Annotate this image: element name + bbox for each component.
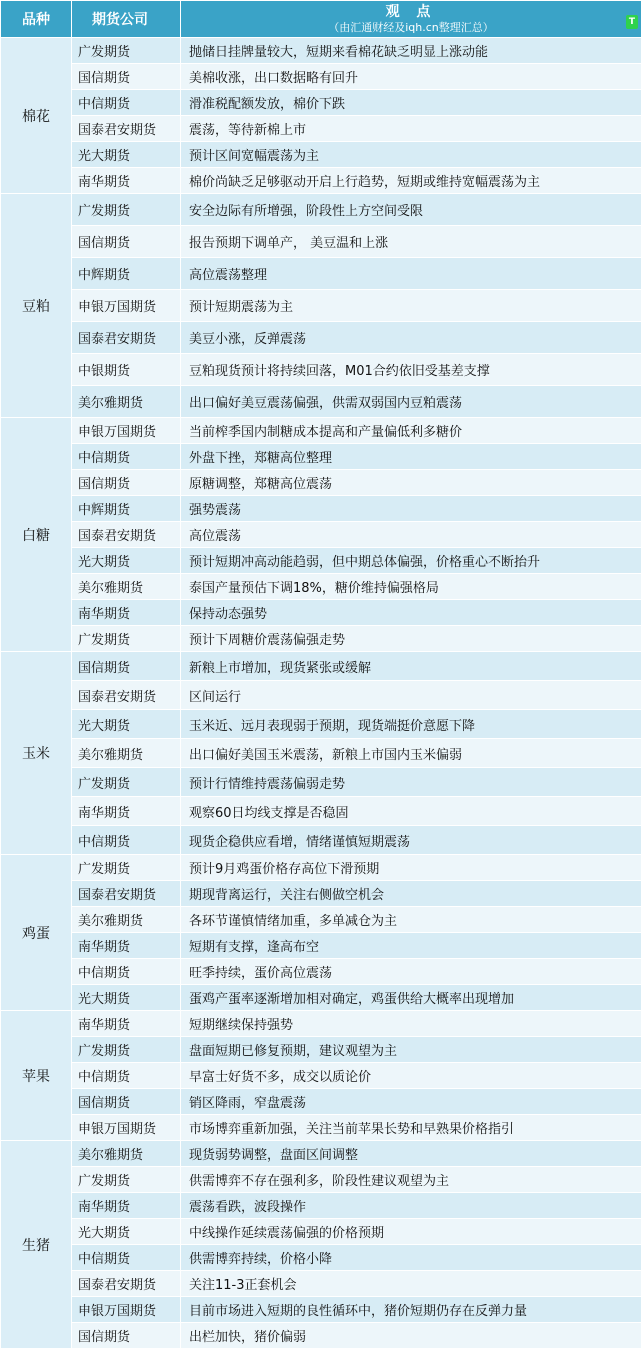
corner-badge-icon: T <box>626 15 638 29</box>
table-row <box>1 522 641 548</box>
company-cell: 申银万国期货 <box>72 290 181 322</box>
variety-cell: 生猪 <box>1 1141 72 1348</box>
view-cell: 关注11-3正套机会 <box>181 1271 641 1297</box>
table-row <box>1 855 641 881</box>
table-row <box>1 418 641 444</box>
table-row <box>1 226 641 258</box>
view-cell: 蛋鸡产蛋率逐渐增加相对确定，鸡蛋供给大概率出现增加 <box>181 985 641 1011</box>
company-cell: 国泰君安期货 <box>72 322 181 354</box>
header-view-source: （由汇通财经及iqh.cn整理汇总） <box>328 21 494 34</box>
table-row <box>1 444 641 470</box>
table-header-row <box>1 1 641 38</box>
view-cell: 预计短期震荡为主 <box>181 290 641 322</box>
view-cell: 泰国产量预估下调18%，糖价维持偏强格局 <box>181 574 641 600</box>
table-row <box>1 1141 641 1167</box>
table-row <box>1 386 641 418</box>
table-row <box>1 548 641 574</box>
company-cell: 中银期货 <box>72 354 181 386</box>
table-row <box>1 1089 641 1115</box>
table-row <box>1 600 641 626</box>
company-cell: 南华期货 <box>72 933 181 959</box>
company-cell: 光大期货 <box>72 142 181 168</box>
company-cell: 中辉期货 <box>72 496 181 522</box>
table-row <box>1 258 641 290</box>
company-cell: 美尔雅期货 <box>72 574 181 600</box>
table-body <box>1 38 641 1348</box>
company-cell: 中信期货 <box>72 959 181 985</box>
view-cell: 美豆小涨，反弹震荡 <box>181 322 641 354</box>
variety-cell: 鸡蛋 <box>1 855 72 1011</box>
view-cell: 强势震荡 <box>181 496 641 522</box>
table-row <box>1 496 641 522</box>
view-cell: 震荡看跌，波段操作 <box>181 1193 641 1219</box>
table-row <box>1 1011 641 1037</box>
view-cell: 中线操作延续震荡偏强的价格预期 <box>181 1219 641 1245</box>
company-cell: 中信期货 <box>72 1063 181 1089</box>
header-company: 期货公司 <box>72 1 181 38</box>
table-row <box>1 1167 641 1193</box>
company-cell: 国泰君安期货 <box>72 522 181 548</box>
table-row <box>1 1063 641 1089</box>
view-cell: 短期继续保持强势 <box>181 1011 641 1037</box>
company-cell: 广发期货 <box>72 626 181 652</box>
table-row <box>1 322 641 354</box>
company-cell: 申银万国期货 <box>72 1297 181 1323</box>
company-cell: 南华期货 <box>72 1193 181 1219</box>
company-cell: 南华期货 <box>72 600 181 626</box>
table-row <box>1 116 641 142</box>
company-cell: 南华期货 <box>72 797 181 826</box>
header-view <box>181 1 641 38</box>
view-cell: 目前市场进入短期的良性循环中，猪价短期仍存在反弹力量 <box>181 1297 641 1323</box>
view-cell: 旺季持续，蛋价高位震荡 <box>181 959 641 985</box>
table-row <box>1 1271 641 1297</box>
variety-cell: 豆粕 <box>1 194 72 418</box>
view-cell: 出口偏好美国玉米震荡，新粮上市国内玉米偏弱 <box>181 739 641 768</box>
company-cell: 美尔雅期货 <box>72 1141 181 1167</box>
company-cell: 广发期货 <box>72 1037 181 1063</box>
table-row <box>1 194 641 226</box>
table-row <box>1 1193 641 1219</box>
table-row <box>1 959 641 985</box>
view-cell: 棉价尚缺乏足够驱动开启上行趋势，短期或维持宽幅震荡为主 <box>181 168 641 194</box>
table-row <box>1 1115 641 1141</box>
view-cell: 区间运行 <box>181 681 641 710</box>
table-row <box>1 710 641 739</box>
view-cell: 短期有支撑，逢高布空 <box>181 933 641 959</box>
variety-cell: 棉花 <box>1 38 72 194</box>
view-cell: 报告预期下调单产， 美豆温和上涨 <box>181 226 641 258</box>
table-row <box>1 168 641 194</box>
company-cell: 中信期货 <box>72 826 181 855</box>
company-cell: 国信期货 <box>72 470 181 496</box>
view-cell: 预计9月鸡蛋价格存高位下滑预期 <box>181 855 641 881</box>
company-cell: 美尔雅期货 <box>72 907 181 933</box>
table-row <box>1 470 641 496</box>
company-cell: 中信期货 <box>72 90 181 116</box>
company-cell: 南华期货 <box>72 168 181 194</box>
view-cell: 高位震荡整理 <box>181 258 641 290</box>
view-cell: 震荡，等待新棉上市 <box>181 116 641 142</box>
company-cell: 广发期货 <box>72 768 181 797</box>
table-row <box>1 290 641 322</box>
table-row <box>1 826 641 855</box>
table-row <box>1 985 641 1011</box>
company-cell: 申银万国期货 <box>72 1115 181 1141</box>
view-cell: 玉米近、远月表现弱于预期，现货端挺价意愿下降 <box>181 710 641 739</box>
company-cell: 国信期货 <box>72 1323 181 1348</box>
table-row <box>1 881 641 907</box>
company-cell: 国信期货 <box>72 1089 181 1115</box>
company-cell: 广发期货 <box>72 1167 181 1193</box>
view-cell: 销区降雨，窄盘震荡 <box>181 1089 641 1115</box>
view-cell: 早富士好货不多，成交以质论价 <box>181 1063 641 1089</box>
view-cell: 滑准税配额发放，棉价下跌 <box>181 90 641 116</box>
table-row <box>1 1297 641 1323</box>
view-cell: 保持动态强势 <box>181 600 641 626</box>
table-row <box>1 626 641 652</box>
table-row <box>1 38 641 64</box>
view-cell: 盘面短期已修复预期，建议观望为主 <box>181 1037 641 1063</box>
view-cell: 现货企稳供应看增，情绪谨慎短期震荡 <box>181 826 641 855</box>
table-row <box>1 907 641 933</box>
company-cell: 国信期货 <box>72 226 181 258</box>
variety-cell: 玉米 <box>1 652 72 855</box>
company-cell: 光大期货 <box>72 985 181 1011</box>
view-cell: 出栏加快，猪价偏弱 <box>181 1323 641 1348</box>
company-cell: 中辉期货 <box>72 258 181 290</box>
company-cell: 南华期货 <box>72 1011 181 1037</box>
company-cell: 光大期货 <box>72 710 181 739</box>
company-cell: 中信期货 <box>72 1245 181 1271</box>
table-row <box>1 652 641 681</box>
company-cell: 国信期货 <box>72 652 181 681</box>
company-cell: 国信期货 <box>72 64 181 90</box>
view-cell: 外盘下挫，郑糖高位整理 <box>181 444 641 470</box>
table-row <box>1 1323 641 1348</box>
view-cell: 预计行情维持震荡偏弱走势 <box>181 768 641 797</box>
company-cell: 中信期货 <box>72 444 181 470</box>
view-cell: 现货弱势调整，盘面区间调整 <box>181 1141 641 1167</box>
table-row <box>1 90 641 116</box>
company-cell: 光大期货 <box>72 1219 181 1245</box>
view-cell: 市场博弈重新加强，关注当前苹果长势和早熟果价格指引 <box>181 1115 641 1141</box>
view-cell: 原糖调整，郑糖高位震荡 <box>181 470 641 496</box>
table-row <box>1 142 641 168</box>
view-cell: 安全边际有所增强，阶段性上方空间受限 <box>181 194 641 226</box>
table-row <box>1 681 641 710</box>
header-variety: 品种 <box>1 1 72 38</box>
company-cell: 申银万国期货 <box>72 418 181 444</box>
view-cell: 供需博弈持续，价格小降 <box>181 1245 641 1271</box>
view-cell: 抛储日挂牌量较大，短期来看棉花缺乏明显上涨动能 <box>181 38 641 64</box>
variety-cell: 白糖 <box>1 418 72 652</box>
view-cell: 各环节谨慎情绪加重，多单减仓为主 <box>181 907 641 933</box>
company-cell: 美尔雅期货 <box>72 386 181 418</box>
table-row <box>1 768 641 797</box>
view-cell: 出口偏好美豆震荡偏强，供需双弱国内豆粕震荡 <box>181 386 641 418</box>
company-cell: 国泰君安期货 <box>72 681 181 710</box>
company-cell: 美尔雅期货 <box>72 739 181 768</box>
table-row <box>1 64 641 90</box>
header-view-title: 观 点 <box>385 4 437 20</box>
table-row <box>1 933 641 959</box>
view-cell: 豆粕现货预计将持续回落，M01合约依旧受基差支撑 <box>181 354 641 386</box>
view-cell: 当前榨季国内制糖成本提高和产量偏低利多糖价 <box>181 418 641 444</box>
table-row <box>1 354 641 386</box>
company-cell: 光大期货 <box>72 548 181 574</box>
view-cell: 预计下周糖价震荡偏强走势 <box>181 626 641 652</box>
variety-cell: 苹果 <box>1 1011 72 1141</box>
company-cell: 广发期货 <box>72 38 181 64</box>
table-row <box>1 574 641 600</box>
company-cell: 国泰君安期货 <box>72 116 181 142</box>
view-cell: 期现背离运行，关注右侧做空机会 <box>181 881 641 907</box>
view-cell: 高位震荡 <box>181 522 641 548</box>
table-row <box>1 1219 641 1245</box>
company-cell: 广发期货 <box>72 194 181 226</box>
company-cell: 国泰君安期货 <box>72 1271 181 1297</box>
table-row <box>1 739 641 768</box>
table-row <box>1 797 641 826</box>
view-cell: 预计区间宽幅震荡为主 <box>181 142 641 168</box>
company-cell: 国泰君安期货 <box>72 881 181 907</box>
view-cell: 新粮上市增加，现货紧张或缓解 <box>181 652 641 681</box>
company-cell: 广发期货 <box>72 855 181 881</box>
view-cell: 供需博弈不存在强利多，阶段性建议观望为主 <box>181 1167 641 1193</box>
table-row <box>1 1037 641 1063</box>
view-cell: 预计短期冲高动能趋弱，但中期总体偏强，价格重心不断抬升 <box>181 548 641 574</box>
view-cell: 观察60日均线支撑是否稳固 <box>181 797 641 826</box>
view-cell: 美棉收涨，出口数据略有回升 <box>181 64 641 90</box>
table-row <box>1 1245 641 1271</box>
